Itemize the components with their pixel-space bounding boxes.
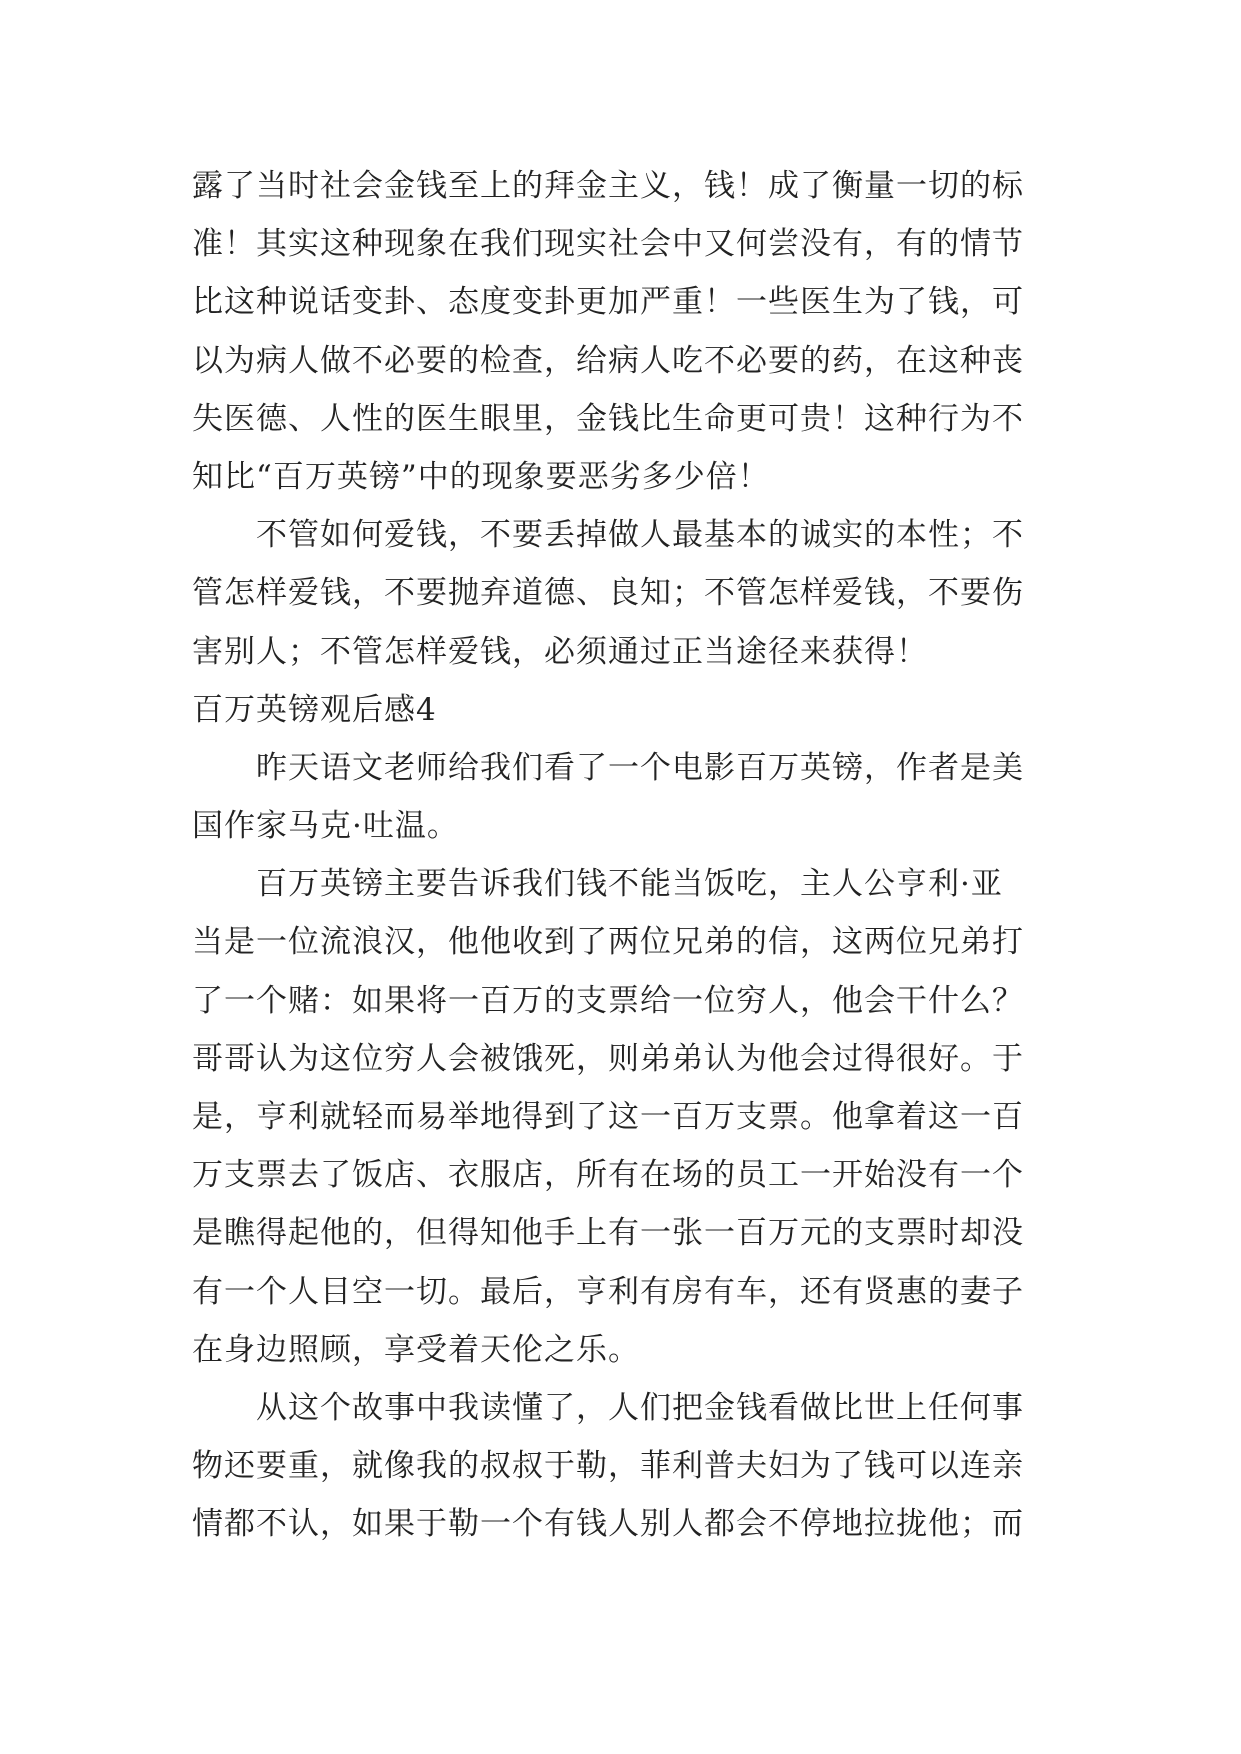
text-line: 了一个赌：如果将一百万的支票给一位穷人，他会干什么？ (192, 982, 1024, 1019)
text-line: 从这个故事中我读懂了，人们把金钱看做比世上任何事 (192, 1389, 1024, 1426)
text-line: 是瞧得起他的，但得知他手上有一张一百万元的支票时却没 (192, 1215, 1024, 1252)
paragraph (192, 1379, 1054, 1554)
paragraph (192, 739, 1054, 855)
paragraph (192, 506, 1054, 681)
text-line: 露了当时社会金钱至上的拜金主义，钱！成了衡量一切的标 (192, 168, 1024, 204)
text-line: 哥哥认为这位穷人会被饿死，则弟弟认为他会过得很好。于 (192, 1040, 1024, 1077)
paragraph (192, 855, 1054, 1379)
document-body (192, 157, 1054, 1554)
text-line: 以为病人做不必要的检查，给病人吃不必要的药，在这种丧 (192, 342, 1024, 379)
text-line: 管怎样爱钱，不要抛弃道德、良知；不管怎样爱钱，不要伤 (192, 575, 1024, 612)
text-line: 当是一位流浪汉，他他收到了两位兄弟的信，这两位兄弟打 (192, 924, 1024, 961)
text-line: 百万英镑主要告诉我们钱不能当饭吃，主人公亨利·亚 (192, 866, 1003, 903)
section-heading: 百万英镑观后感4 (192, 691, 437, 728)
text-line: 准！其实这种现象在我们现实社会中又何尝没有，有的情节 (192, 226, 1024, 263)
text-line: 是，亨利就轻而易举地得到了这一百万支票。他拿着这一百 (192, 1099, 1024, 1135)
text-line: 有一个人目空一切。最后，亨利有房有车，还有贤惠的妻子 (192, 1273, 1024, 1310)
text-line: 失医德、人性的医生眼里，金钱比生命更可贵！这种行为不 (192, 400, 1024, 437)
text-line: 不管如何爱钱，不要丢掉做人最基本的诚实的本性；不 (192, 517, 1024, 554)
text-line: 情都不认，如果于勒一个有钱人别人都会不停地拉拢他；而 (192, 1506, 1024, 1543)
text-line: 在身边照顾，享受着天伦之乐。 (192, 1331, 640, 1368)
paragraph (192, 157, 1054, 506)
text-line: 比这种说话变卦、态度变卦更加严重！一些医生为了钱，可 (192, 284, 1024, 321)
text-line: 昨天语文老师给我们看了一个电影百万英镑，作者是美 (192, 749, 1024, 786)
text-line: 物还要重，就像我的叔叔于勒，菲利普夫妇为了钱可以连亲 (192, 1448, 1024, 1485)
text-line: 害别人；不管怎样爱钱，必须通过正当途径来获得！ (192, 633, 928, 670)
text-line: 知比“百万英镑”中的现象要恶劣多少倍！ (192, 458, 770, 495)
text-line: 国作家马克·吐温。 (192, 808, 459, 845)
text-line: 万支票去了饭店、衣服店，所有在场的员工一开始没有一个 (192, 1157, 1024, 1194)
